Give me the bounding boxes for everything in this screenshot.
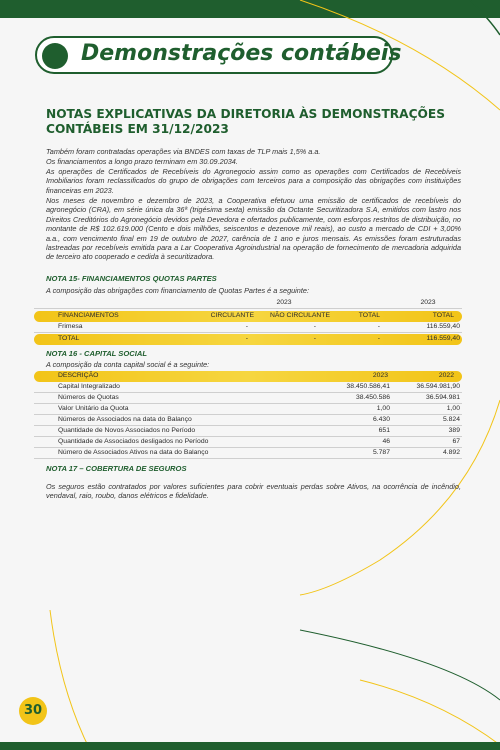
row-2023: 38.450.586,41: [346, 383, 390, 390]
table-row: [34, 415, 462, 426]
paragraph-2: Os financiamentos a longo prazo terminam em 30.09.2034.: [46, 157, 238, 166]
row-2023: 1,00: [376, 405, 390, 412]
nota16-table: [34, 371, 462, 459]
table-row: [34, 322, 462, 333]
row-2023: 651: [378, 427, 390, 434]
total-total: -: [377, 335, 380, 342]
nota15-title: NOTA 15- FINANCIAMENTOS QUOTAS PARTES: [46, 274, 217, 283]
total-circ: -: [245, 335, 248, 342]
row-label: Números de Quotas: [58, 394, 119, 401]
table-row: [34, 404, 462, 415]
nota16-header-desc: DESCRIÇÃO: [58, 372, 99, 379]
header-pill: [35, 36, 402, 74]
table-row: [34, 426, 462, 437]
row-2022: 67: [452, 438, 460, 445]
row-total2: 116.559,40: [426, 323, 460, 330]
row-label: Quantidade de Associados desligados no Período: [58, 438, 209, 445]
row-label: Capital Integralizado: [58, 383, 120, 390]
paragraph-4: Nos meses de novembro e dezembro de 2023, a Cooperativa efetuou uma emissão de certificados de recebíveis do agronegócio (CRA), em série única da 36ª (trigésima sexta) emissão da Octante Securitizadora S.A, emitidos com lastro nos Direitos Creditórios do Agronegócio devidos pela Devedora e ofertados publicamente, com esforços restritos de distribuição, no montante de R$ 102.619.000 (Cento e dois milhões, seiscentos e dezenove mil reais), ao custo a mercado de CDI + 3,00% a.a., com vencimento final em 19 de outubro de 2027, carência de 1 ano e juros mensais. As emissões foram estruturadas lastreadas por recebíveis emitida para a Lar Cooperativa Agroindustrial na operação de fornecimento de mercadoria adquirida de terceiro ato cooperado e cedida à securitizadora.: [46, 196, 461, 262]
nota15-header-naocirc: NÃO CIRCULANTE: [269, 312, 330, 319]
nota17-text: Os seguros estão contratados por valores suficientes para cobrir eventuais perdas sobre Ativos, na ocorrência de incêndio, vendaval, raio, roubo, danos elétricos e fidelidade.: [46, 482, 461, 501]
row-2023: 46: [382, 438, 390, 445]
row-naocirc: -: [313, 323, 316, 330]
total-total2: 116.559,40: [426, 335, 460, 342]
nota15-header-total2: TOTAL: [432, 312, 454, 319]
total-label: TOTAL: [58, 335, 80, 342]
nota15-header-row: [34, 311, 462, 322]
row-2023: 38.450.586: [355, 394, 390, 401]
row-total: -: [377, 323, 380, 330]
nota15-year-2: 2023: [420, 299, 436, 306]
nota17-title: NOTA 17 – COBERTURA DE SEGUROS: [46, 464, 187, 473]
row-label: Número de Associados Ativos na data do Balanço: [58, 449, 209, 456]
table-row: [34, 437, 462, 448]
nota15-year-1: 2023: [276, 299, 292, 306]
main-title: NOTAS EXPLICATIVAS DA DIRETORIA ÀS DEMONSTRAÇÕES CONTÁBEIS EM 31/12/2023: [46, 107, 445, 136]
row-2023: 6.430: [372, 416, 390, 423]
row-2022: 5.824: [442, 416, 460, 423]
nota15-table: [34, 298, 462, 345]
nota15-header-circ: CIRCULANTE: [210, 312, 254, 319]
header-title: Demonstrações contábeis: [81, 41, 402, 66]
table-row: [34, 448, 462, 459]
row-2022: 36.594.981,90: [416, 383, 460, 390]
total-naocirc: -: [313, 335, 316, 342]
header-dot-icon: [42, 43, 68, 69]
paragraph-1: Também foram contratadas operações via BNDES com taxas de TLP mais 1,5% a.a.: [46, 147, 321, 156]
nota16-intro: A composição da conta capital social é a seguinte:: [46, 360, 210, 369]
row-label: Valor Unitário da Quota: [58, 405, 129, 412]
table-row: [34, 382, 462, 393]
nota16-header-2023: 2023: [372, 372, 388, 379]
bottom-band: [0, 742, 500, 750]
row-label: Frimesa: [58, 323, 83, 330]
nota15-header-label: FINANCIAMENTOS: [58, 312, 119, 319]
nota15-year-row: [34, 298, 462, 309]
page-number: 30: [19, 697, 47, 725]
table-row: [34, 393, 462, 404]
row-2023: 5.787: [372, 449, 390, 456]
row-2022: 389: [448, 427, 460, 434]
nota16-header-2022: 2022: [438, 372, 454, 379]
paragraph-3: As operações de Certificados de Recebíveis do Agronegocio assim como as operações com Certificados de Recebíveis Imobiliarios foram reclassificados do grupo de obrigações com terceiros para a composição das obrigações com instituições financeiras em 2023.: [46, 167, 461, 195]
nota16-title: NOTA 16 - CAPITAL SOCIAL: [46, 349, 147, 358]
row-label: Números de Associados na data do Balanço: [58, 416, 192, 423]
nota16-header-row: [34, 371, 462, 382]
row-circ: -: [245, 323, 248, 330]
nota15-intro: A composição das obrigações com financiamento de Quotas Partes é a seguinte:: [46, 286, 309, 295]
row-label: Quantidade de Novos Associados no Período: [58, 427, 196, 434]
row-2022: 4.892: [442, 449, 460, 456]
nota15-total-row: [34, 334, 462, 345]
nota15-header-total: TOTAL: [358, 312, 380, 319]
row-2022: 1,00: [446, 405, 460, 412]
row-2022: 36.594.981: [425, 394, 460, 401]
